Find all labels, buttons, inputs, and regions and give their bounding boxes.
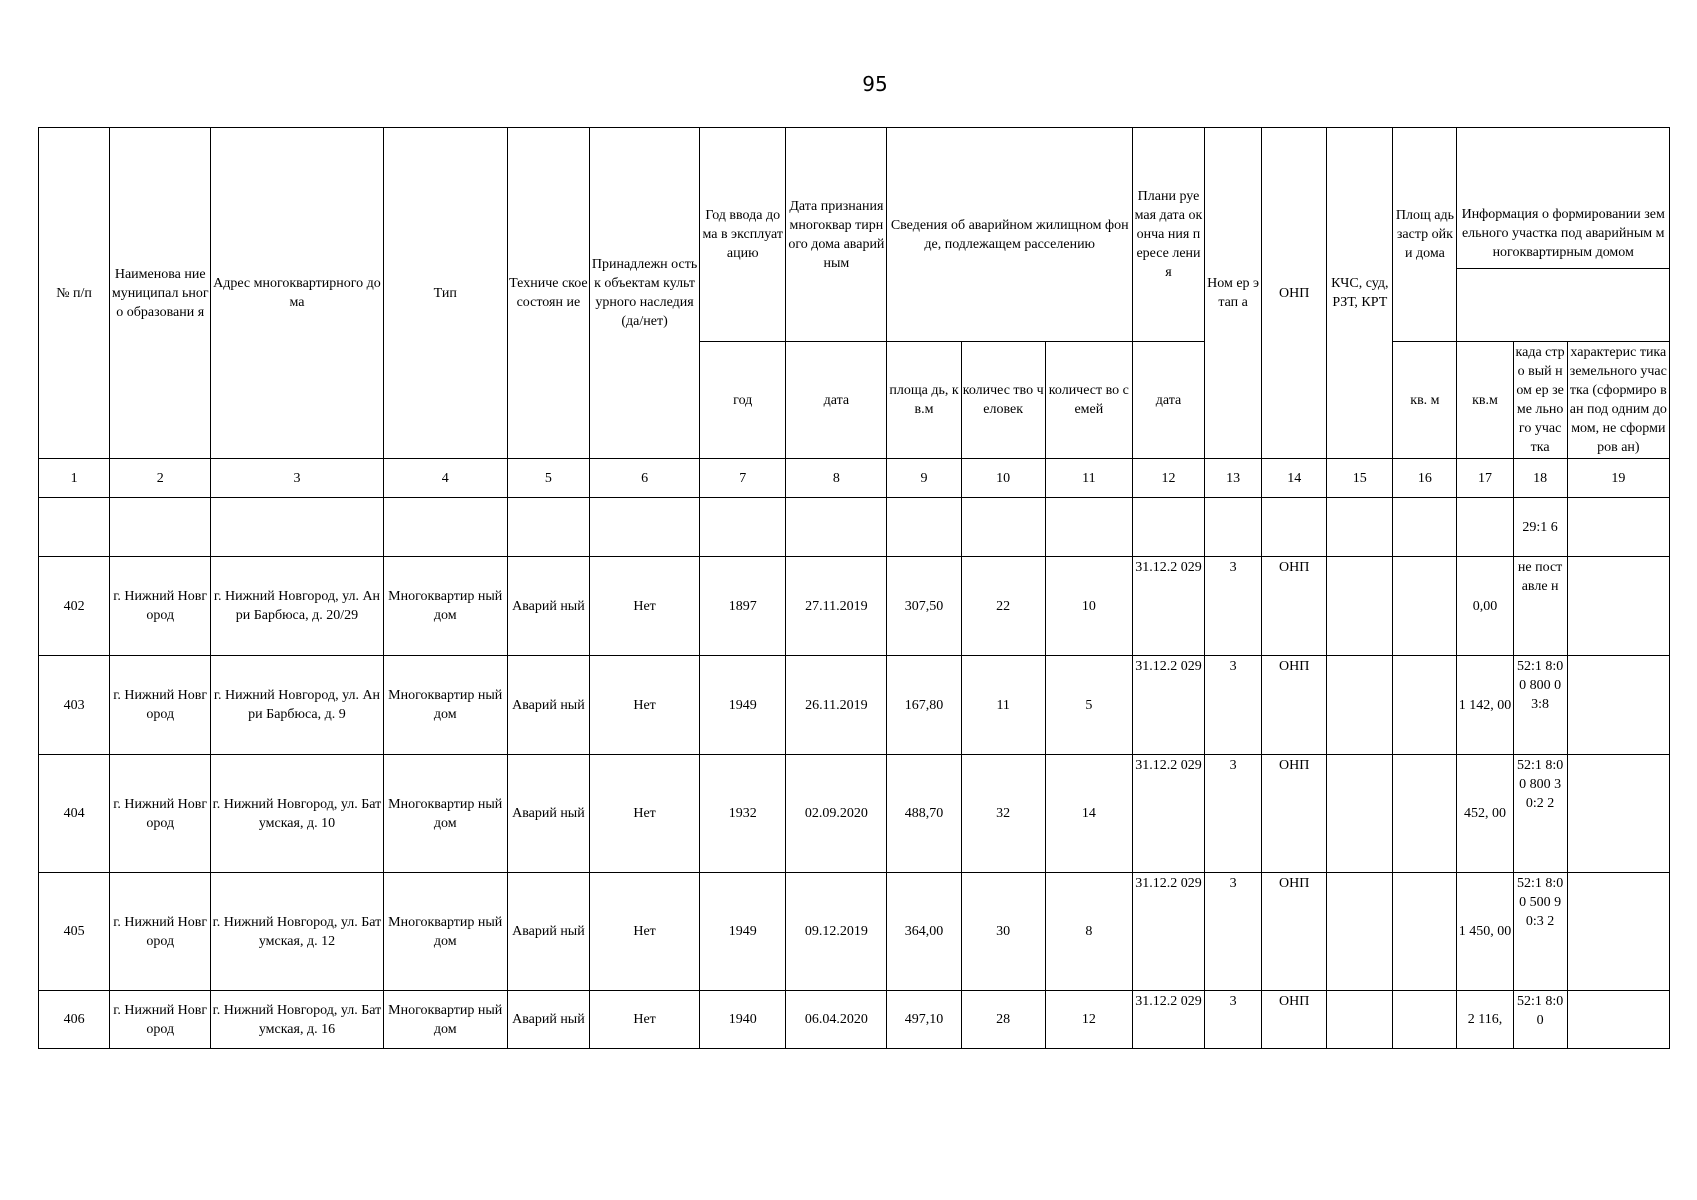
cell-recognized-date: 09.12.2019 <box>786 873 887 991</box>
cell-people: 11 <box>961 656 1045 755</box>
cell-families: 5 <box>1045 656 1132 755</box>
cell-kchs <box>1327 557 1393 656</box>
cell-people: 32 <box>961 755 1045 873</box>
col-header-kchs: КЧС, суд, РЗТ, КРТ <box>1327 128 1393 459</box>
land-info-title: Информация о формировании земельного участка под аварийным многоквартирным домом <box>1457 199 1669 269</box>
cell-build-area <box>1393 873 1457 991</box>
column-number: 3 <box>211 459 383 498</box>
cell-number: 405 <box>39 873 110 991</box>
cell-land-area: 1 450, 00 <box>1457 873 1513 991</box>
col-header-number: № п/п <box>39 128 110 459</box>
cell-condition: Аварий ный <box>507 557 589 656</box>
column-number: 17 <box>1457 459 1513 498</box>
cell-land-area: 2 116, <box>1457 991 1513 1049</box>
col-subheader-land-area-unit: кв.м <box>1457 342 1513 459</box>
cell-cadastral: 52:1 8:00 800 03:8 <box>1513 656 1567 755</box>
cell-municipality: г. Нижний Новгород <box>110 557 211 656</box>
column-number: 7 <box>700 459 786 498</box>
cell-municipality: г. Нижний Новгород <box>110 991 211 1049</box>
cell-address: г. Нижний Новгород, ул. Батумская, д. 16 <box>211 991 383 1049</box>
cell-cadastral: 29:1 6 <box>1513 498 1567 557</box>
cell-onp: ОНП <box>1262 557 1327 656</box>
cell-kchs <box>1327 873 1393 991</box>
cell-address: г. Нижний Новгород, ул. Анри Барбюса, д. 20/29 <box>211 557 383 656</box>
cell-people: 30 <box>961 873 1045 991</box>
cell-year: 1949 <box>700 873 786 991</box>
col-header-year: Год ввода дома в эксплуат ацию <box>700 128 786 342</box>
cell-planned-end: 31.12.2 029 <box>1132 557 1204 656</box>
col-header-planned-end: Плани руемая дата оконча ния пересе ления <box>1132 128 1204 342</box>
cell-condition: Аварий ный <box>507 991 589 1049</box>
cell-area: 167,80 <box>887 656 961 755</box>
col-header-housing-info: Сведения об аварийном жилищном фонде, подлежащем расселению <box>887 128 1132 342</box>
cell-stage: 3 <box>1205 557 1262 656</box>
cell-recognized-date: 26.11.2019 <box>786 656 887 755</box>
column-number: 5 <box>507 459 589 498</box>
cell-families: 10 <box>1045 557 1132 656</box>
cell-land-area: 1 142, 00 <box>1457 656 1513 755</box>
cell-municipality: г. Нижний Новгород <box>110 656 211 755</box>
cell-cadastral: 52:1 8:00 800 30:2 2 <box>1513 755 1567 873</box>
cell-condition: Аварий ный <box>507 656 589 755</box>
cell-year: 1940 <box>700 991 786 1049</box>
cell-heritage: Нет <box>589 991 699 1049</box>
col-subheader-area: площа дь, кв.м <box>887 342 961 459</box>
cell-recognized-date: 06.04.2020 <box>786 991 887 1049</box>
table-row <box>39 873 1670 991</box>
col-header-heritage: Принадлежн ость к объектам культурного наследия (да/нет) <box>589 128 699 459</box>
column-number: 10 <box>961 459 1045 498</box>
col-header-condition: Техниче ское состоян ие <box>507 128 589 459</box>
cell-address: г. Нижний Новгород, ул. Батумская, д. 10 <box>211 755 383 873</box>
cell-build-area <box>1393 991 1457 1049</box>
cell-families: 14 <box>1045 755 1132 873</box>
page-number: 95 <box>862 72 888 96</box>
table-row <box>39 991 1670 1049</box>
cell-area: 307,50 <box>887 557 961 656</box>
column-number: 11 <box>1045 459 1132 498</box>
cell-land-char <box>1567 656 1669 755</box>
cell-year: 1897 <box>700 557 786 656</box>
cell-onp: ОНП <box>1262 873 1327 991</box>
column-number: 9 <box>887 459 961 498</box>
col-header-recognized: Дата признания многоквар тирного дома аварийным <box>786 128 887 342</box>
cell-heritage: Нет <box>589 656 699 755</box>
col-header-land-info <box>1457 128 1670 342</box>
col-subheader-cadastral: када стро вый ном ер земе льно го учас тка <box>1513 342 1567 459</box>
cell-municipality: г. Нижний Новгород <box>110 755 211 873</box>
cell-address: г. Нижний Новгород, ул. Анри Барбюса, д. 9 <box>211 656 383 755</box>
column-number: 8 <box>786 459 887 498</box>
cell-heritage: Нет <box>589 873 699 991</box>
column-number: 19 <box>1567 459 1669 498</box>
col-header-onp: ОНП <box>1262 128 1327 459</box>
col-header-build-area: Площ адь застр ойки дома <box>1393 128 1457 342</box>
cell-families: 12 <box>1045 991 1132 1049</box>
cell-address: г. Нижний Новгород, ул. Батумская, д. 12 <box>211 873 383 991</box>
cell-year: 1949 <box>700 656 786 755</box>
col-subheader-land-char: характерис тика земельного участка (сформиро ван под одним домом, не сформиров ан) <box>1567 342 1669 459</box>
table-row <box>39 755 1670 873</box>
cell-heritage: Нет <box>589 557 699 656</box>
cell-stage: 3 <box>1205 755 1262 873</box>
cell-kchs <box>1327 991 1393 1049</box>
cell-planned-end: 31.12.2 029 <box>1132 656 1204 755</box>
cell-stage: 3 <box>1205 991 1262 1049</box>
cell-number: 406 <box>39 991 110 1049</box>
cell-condition: Аварий ный <box>507 873 589 991</box>
column-number: 12 <box>1132 459 1204 498</box>
cell-land-area: 0,00 <box>1457 557 1513 656</box>
column-number-row <box>39 459 1670 498</box>
cell-cadastral: 52:1 8:00 <box>1513 991 1567 1049</box>
cell-onp: ОНП <box>1262 755 1327 873</box>
cell-cadastral: не пост авле н <box>1513 557 1567 656</box>
col-header-type: Тип <box>383 128 507 459</box>
emergency-housing-table <box>38 127 1670 1049</box>
column-number: 1 <box>39 459 110 498</box>
cell-planned-end: 31.12.2 029 <box>1132 755 1204 873</box>
column-number: 2 <box>110 459 211 498</box>
cell-kchs <box>1327 755 1393 873</box>
cell-land-char <box>1567 991 1669 1049</box>
cell-onp: ОНП <box>1262 991 1327 1049</box>
cell-area: 364,00 <box>887 873 961 991</box>
cell-municipality: г. Нижний Новгород <box>110 873 211 991</box>
cell-stage: 3 <box>1205 873 1262 991</box>
table-row-continuation <box>39 498 1670 557</box>
cell-year: 1932 <box>700 755 786 873</box>
cell-recognized-date: 27.11.2019 <box>786 557 887 656</box>
col-subheader-families: количест во семей <box>1045 342 1132 459</box>
column-number: 18 <box>1513 459 1567 498</box>
cell-build-area <box>1393 755 1457 873</box>
col-subheader-year: год <box>700 342 786 459</box>
table-row <box>39 557 1670 656</box>
cell-stage: 3 <box>1205 656 1262 755</box>
col-subheader-planned-date: дата <box>1132 342 1204 459</box>
cell-heritage: Нет <box>589 755 699 873</box>
cell-land-area: 452, 00 <box>1457 755 1513 873</box>
column-number: 14 <box>1262 459 1327 498</box>
cell-planned-end: 31.12.2 029 <box>1132 991 1204 1049</box>
cell-planned-end: 31.12.2 029 <box>1132 873 1204 991</box>
cell-families: 8 <box>1045 873 1132 991</box>
cell-number: 403 <box>39 656 110 755</box>
cell-number: 404 <box>39 755 110 873</box>
cell-land-char <box>1567 557 1669 656</box>
col-header-municipality: Наименова ние муниципал ьного образовани я <box>110 128 211 459</box>
col-subheader-date: дата <box>786 342 887 459</box>
column-number: 16 <box>1393 459 1457 498</box>
table-row <box>39 656 1670 755</box>
cell-type: Многоквартир ный дом <box>383 557 507 656</box>
cell-cadastral: 52:1 8:00 500 90:3 2 <box>1513 873 1567 991</box>
col-header-address: Адрес многоквартирного дома <box>211 128 383 459</box>
cell-type: Многоквартир ный дом <box>383 755 507 873</box>
column-number: 15 <box>1327 459 1393 498</box>
cell-type: Многоквартир ный дом <box>383 656 507 755</box>
cell-kchs <box>1327 656 1393 755</box>
cell-build-area <box>1393 656 1457 755</box>
cell-type: Многоквартир ный дом <box>383 991 507 1049</box>
cell-recognized-date: 02.09.2020 <box>786 755 887 873</box>
col-header-stage: Ном ер этап а <box>1205 128 1262 459</box>
cell-condition: Аварий ный <box>507 755 589 873</box>
column-number: 13 <box>1205 459 1262 498</box>
cell-area: 488,70 <box>887 755 961 873</box>
cell-number: 402 <box>39 557 110 656</box>
cell-land-char <box>1567 873 1669 991</box>
column-number: 4 <box>383 459 507 498</box>
column-number: 6 <box>589 459 699 498</box>
cell-build-area <box>1393 557 1457 656</box>
cell-land-char <box>1567 755 1669 873</box>
cell-area: 497,10 <box>887 991 961 1049</box>
cell-people: 22 <box>961 557 1045 656</box>
col-subheader-build-area-unit: кв. м <box>1393 342 1457 459</box>
cell-onp: ОНП <box>1262 656 1327 755</box>
cell-people: 28 <box>961 991 1045 1049</box>
cell-type: Многоквартир ный дом <box>383 873 507 991</box>
col-subheader-people: количес тво человек <box>961 342 1045 459</box>
